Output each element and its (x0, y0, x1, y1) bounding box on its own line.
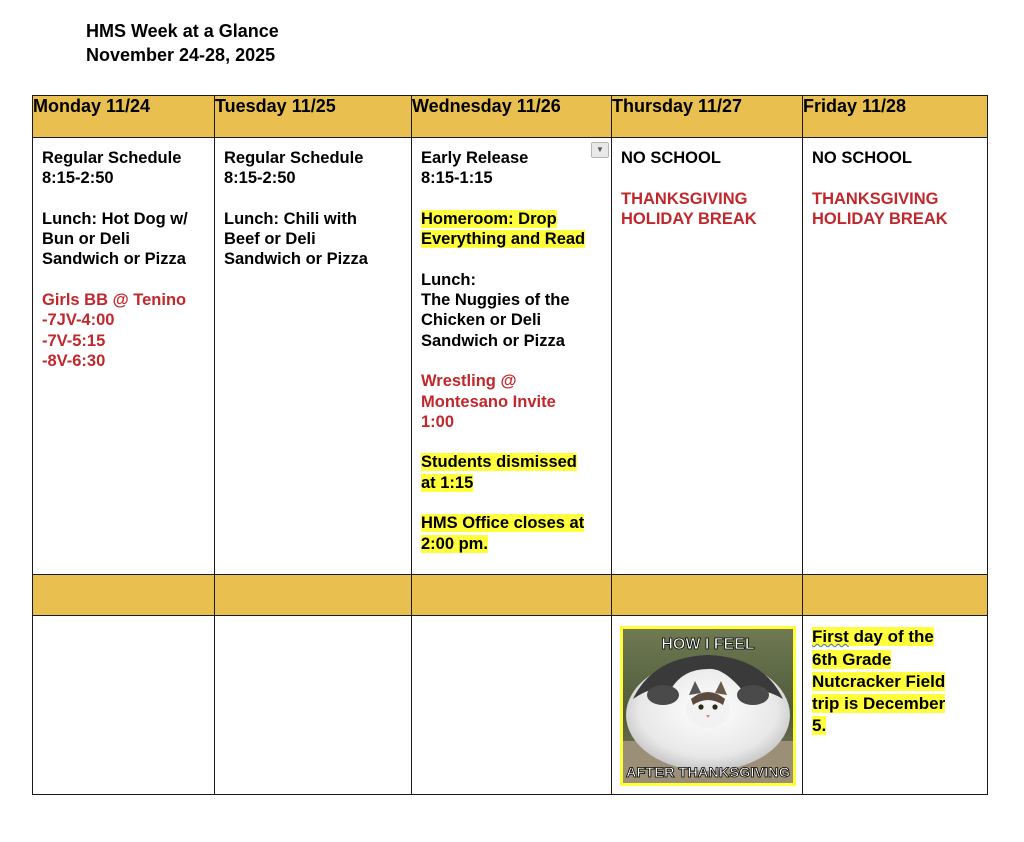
schedule-line: Chicken or Deli (421, 311, 542, 330)
note-line-3: Nutcracker Field (812, 671, 946, 691)
note-line-5: 5. (812, 716, 827, 736)
day-cell-monday[interactable] (33, 138, 215, 575)
schedule-line: Early Release (421, 149, 529, 167)
separator-band-row (33, 575, 988, 616)
schedule-line: 8:15-2:50 (42, 169, 114, 188)
schedule-paragraph (421, 148, 603, 189)
schedule-paragraph (421, 513, 603, 554)
schedule-line: Lunch: (421, 270, 476, 289)
day-header-row (33, 96, 988, 138)
schedule-line: Bun or Deli (42, 230, 131, 249)
schedule-line: Wrestling @ (421, 372, 517, 391)
schedule-line: THANKSGIVING (812, 189, 939, 208)
schedule-paragraph (42, 209, 206, 270)
cat-meme-picture (623, 629, 793, 783)
schedule-line: Regular Schedule (42, 149, 182, 167)
schedule-line: Sandwich or Pizza (421, 331, 565, 350)
schedule-line: Regular Schedule (224, 149, 364, 167)
day-header-monday: Monday 11/24 (33, 96, 215, 138)
notes-cell-friday[interactable] (803, 616, 988, 795)
day-header-tuesday: Tuesday 11/25 (215, 96, 412, 138)
schedule-line: -8V-6:30 (42, 351, 106, 370)
schedule-paragraph (224, 148, 403, 189)
schedule-line: NO SCHOOL (621, 149, 721, 167)
schedule-paragraph (421, 270, 603, 351)
schedule-line: HOLIDAY BREAK (621, 209, 757, 228)
schedule-line: Lunch: Chili with (224, 209, 357, 228)
schedule-paragraph (42, 148, 206, 189)
schedule-line: 2:00 pm. (421, 534, 488, 553)
schedule-paragraph (621, 189, 794, 230)
schedule-paragraph (421, 371, 603, 432)
day-header-wednesday: Wednesday 11/26 (412, 96, 612, 138)
day-cell-wednesday[interactable] (412, 138, 612, 575)
schedule-paragraph (42, 290, 206, 371)
day-cell-thursday[interactable] (612, 138, 803, 575)
schedule-line: Students dismissed (421, 453, 577, 472)
notes-cell-tuesday[interactable] (215, 616, 412, 795)
document-title (86, 19, 279, 67)
schedule-line: Lunch: Hot Dog w/ (42, 209, 188, 228)
title-line-1: HMS Week at a Glance (86, 21, 279, 41)
band-cell[interactable] (803, 575, 988, 616)
note-line-1-rest: day of the (848, 627, 934, 647)
schedule-line: 1:00 (421, 412, 455, 431)
band-cell[interactable] (215, 575, 412, 616)
thanksgiving-cat-meme-image (620, 626, 796, 786)
week-at-a-glance-table (32, 95, 988, 795)
schedule-line: Montesano Invite (421, 392, 556, 411)
schedule-paragraph (224, 209, 403, 270)
schedule-paragraph (621, 148, 794, 168)
band-cell[interactable] (612, 575, 803, 616)
meme-top-text: HOW I FEEL (661, 636, 755, 654)
schedule-line: HMS Office closes at (421, 514, 585, 533)
schedule-line: -7V-5:15 (42, 331, 106, 350)
schedule-row (33, 138, 988, 575)
day-cell-friday[interactable] (803, 138, 988, 575)
day-header-thursday: Thursday 11/27 (612, 96, 803, 138)
schedule-paragraph (812, 148, 979, 168)
schedule-line: HOLIDAY BREAK (812, 209, 948, 228)
spellcheck-word[interactable]: First (812, 627, 849, 647)
schedule-line: THANKSGIVING (621, 189, 748, 208)
schedule-line: NO SCHOOL (812, 149, 912, 167)
schedule-line: 8:15-1:15 (421, 169, 493, 188)
schedule-line: 8:15-2:50 (224, 169, 296, 188)
schedule-line: Beef or Deli (224, 230, 316, 249)
schedule-line: at 1:15 (421, 473, 474, 492)
schedule-line: The Nuggies of the (421, 291, 570, 310)
note-line-4: trip is December (812, 694, 946, 714)
notes-row (33, 616, 988, 795)
schedule-line: Girls BB @ Tenino (42, 291, 187, 310)
day-cell-tuesday[interactable] (215, 138, 412, 575)
band-cell[interactable] (33, 575, 215, 616)
schedule-line: -7JV-4:00 (42, 311, 115, 330)
title-line-2: November 24-28, 2025 (86, 45, 276, 65)
notes-cell-thursday[interactable] (612, 616, 803, 795)
schedule-paragraph (421, 452, 603, 493)
note-line-2: 6th Grade (812, 649, 892, 669)
notes-cell-wednesday[interactable] (412, 616, 612, 795)
dropdown-arrow-icon[interactable]: ▼ (591, 142, 609, 158)
schedule-line: Homeroom: Drop (421, 209, 557, 228)
schedule-paragraph (812, 189, 979, 230)
meme-bottom-text: AFTER THANKSGIVING (626, 764, 791, 781)
notes-cell-monday[interactable] (33, 616, 215, 795)
schedule-line: Sandwich or Pizza (224, 250, 368, 269)
schedule-line: Sandwich or Pizza (42, 250, 186, 269)
day-header-friday: Friday 11/28 (803, 96, 988, 138)
band-cell[interactable] (412, 575, 612, 616)
schedule-paragraph (421, 209, 603, 250)
field-trip-note (803, 616, 987, 737)
schedule-line: Everything and Read (421, 230, 586, 249)
